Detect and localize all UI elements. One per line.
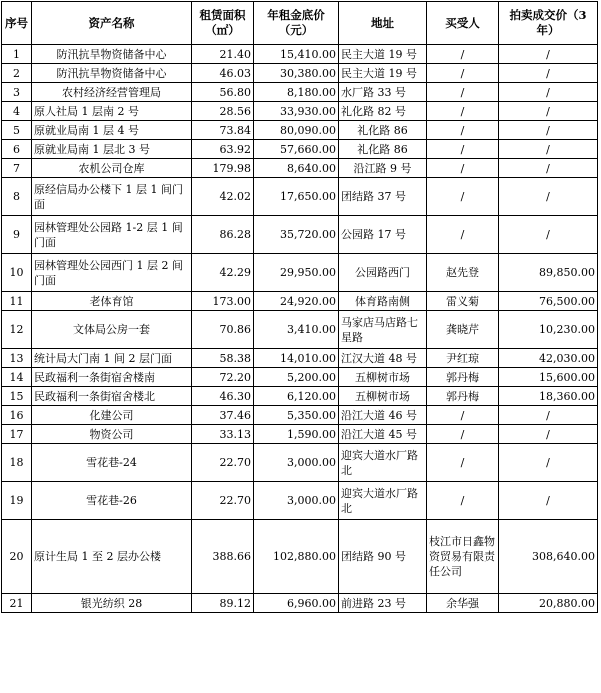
cell-buyer: / [427,178,499,216]
table-row [2,368,598,387]
cell-buyer: / [427,159,499,178]
cell-address: 五柳树市场 [339,387,427,406]
cell-address: 迎宾大道水厂路北 [339,444,427,482]
cell-index: 4 [2,102,32,121]
cell-deal-price: / [499,178,598,216]
cell-asset-name: 雪花巷-24 [32,444,192,482]
cell-buyer: / [427,406,499,425]
table-row [2,102,598,121]
table-row [2,444,598,482]
header-buyer: 买受人 [427,2,499,45]
cell-index: 3 [2,83,32,102]
cell-area: 179.98 [192,159,254,178]
cell-address: 民主大道 19 号 [339,45,427,64]
cell-buyer: 龚晓芹 [427,311,499,349]
table-row [2,594,598,613]
cell-index: 2 [2,64,32,83]
cell-index: 9 [2,216,32,254]
cell-address: 礼化路 82 号 [339,102,427,121]
cell-index: 7 [2,159,32,178]
cell-annual-rent: 5,350.00 [254,406,339,425]
cell-annual-rent: 3,000.00 [254,444,339,482]
table-row [2,387,598,406]
cell-area: 58.38 [192,349,254,368]
asset-lease-table [1,1,598,613]
cell-asset-name: 原经信局办公楼下 1 层 1 间门面 [32,178,192,216]
cell-deal-price: / [499,64,598,83]
cell-annual-rent: 1,590.00 [254,425,339,444]
cell-address: 礼化路 86 [339,140,427,159]
cell-area: 46.03 [192,64,254,83]
cell-index: 1 [2,45,32,64]
cell-area: 37.46 [192,406,254,425]
cell-area: 70.86 [192,311,254,349]
cell-asset-name: 民政福利一条街宿舍楼南 [32,368,192,387]
cell-deal-price: 42,030.00 [499,349,598,368]
cell-buyer: / [427,425,499,444]
table-row [2,121,598,140]
cell-annual-rent: 3,000.00 [254,482,339,520]
cell-address: 马家店马店路七星路 [339,311,427,349]
cell-area: 22.70 [192,444,254,482]
cell-asset-name: 化建公司 [32,406,192,425]
cell-index: 19 [2,482,32,520]
table-row [2,349,598,368]
cell-asset-name: 农村经济经营管理局 [32,83,192,102]
cell-buyer: / [427,83,499,102]
cell-asset-name: 民政福利一条街宿舍楼北 [32,387,192,406]
cell-asset-name: 统计局大门南 1 间 2 层门面 [32,349,192,368]
header-deal-price: 拍卖成交价（3年） [499,2,598,45]
cell-annual-rent: 17,650.00 [254,178,339,216]
cell-index: 13 [2,349,32,368]
cell-annual-rent: 6,960.00 [254,594,339,613]
cell-deal-price: / [499,159,598,178]
cell-address: 公园路西门 [339,254,427,292]
cell-annual-rent: 80,090.00 [254,121,339,140]
cell-asset-name: 物资公司 [32,425,192,444]
cell-asset-name: 防汛抗旱物资储备中心 [32,64,192,83]
cell-buyer: / [427,102,499,121]
cell-deal-price: 15,600.00 [499,368,598,387]
cell-asset-name: 原计生局 1 至 2 层办公楼 [32,520,192,594]
cell-area: 56.80 [192,83,254,102]
cell-deal-price: / [499,140,598,159]
cell-deal-price: 18,360.00 [499,387,598,406]
cell-area: 72.20 [192,368,254,387]
cell-deal-price: / [499,45,598,64]
table-row [2,406,598,425]
cell-area: 33.13 [192,425,254,444]
cell-deal-price: 89,850.00 [499,254,598,292]
cell-annual-rent: 102,880.00 [254,520,339,594]
table-row [2,292,598,311]
cell-address: 沿江路 9 号 [339,159,427,178]
cell-index: 15 [2,387,32,406]
cell-area: 89.12 [192,594,254,613]
table-row [2,83,598,102]
cell-index: 20 [2,520,32,594]
cell-address: 礼化路 86 [339,121,427,140]
cell-area: 21.40 [192,45,254,64]
cell-address: 体育路南侧 [339,292,427,311]
cell-buyer: / [427,444,499,482]
cell-annual-rent: 14,010.00 [254,349,339,368]
table-row [2,216,598,254]
cell-buyer: 尹红琼 [427,349,499,368]
cell-buyer: / [427,121,499,140]
table-row [2,520,598,594]
cell-index: 17 [2,425,32,444]
cell-area: 42.02 [192,178,254,216]
cell-index: 18 [2,444,32,482]
cell-deal-price: 10,230.00 [499,311,598,349]
cell-deal-price: / [499,216,598,254]
cell-index: 10 [2,254,32,292]
cell-address: 前进路 23 号 [339,594,427,613]
cell-annual-rent: 24,920.00 [254,292,339,311]
cell-area: 63.92 [192,140,254,159]
cell-index: 6 [2,140,32,159]
table-row [2,178,598,216]
cell-buyer: 余华强 [427,594,499,613]
table-row [2,64,598,83]
header-row [2,2,598,45]
cell-deal-price: / [499,406,598,425]
table-row [2,140,598,159]
cell-address: 沿江大道 46 号 [339,406,427,425]
cell-annual-rent: 30,380.00 [254,64,339,83]
cell-index: 12 [2,311,32,349]
cell-annual-rent: 29,950.00 [254,254,339,292]
cell-buyer: / [427,482,499,520]
header-address: 地址 [339,2,427,45]
cell-asset-name: 防汛抗旱物资储备中心 [32,45,192,64]
header-index: 序号 [2,2,32,45]
cell-asset-name: 农机公司仓库 [32,159,192,178]
cell-area: 22.70 [192,482,254,520]
cell-buyer: / [427,140,499,159]
table-row [2,159,598,178]
cell-deal-price: 20,880.00 [499,594,598,613]
cell-buyer: 郭丹梅 [427,387,499,406]
cell-area: 73.84 [192,121,254,140]
cell-asset-name: 原人社局 1 层南 2 号 [32,102,192,121]
cell-asset-name: 园林管理处公园路 1-2 层 1 间门面 [32,216,192,254]
table-row [2,311,598,349]
cell-annual-rent: 15,410.00 [254,45,339,64]
cell-asset-name: 原就业局南 1 层北 3 号 [32,140,192,159]
table-row [2,425,598,444]
cell-deal-price: / [499,121,598,140]
cell-buyer: 枝江市日鑫物资贸易有限责任公司 [427,520,499,594]
cell-annual-rent: 5,200.00 [254,368,339,387]
cell-area: 28.56 [192,102,254,121]
table-row [2,482,598,520]
cell-deal-price: / [499,482,598,520]
cell-area: 42.29 [192,254,254,292]
cell-index: 11 [2,292,32,311]
cell-address: 水厂路 33 号 [339,83,427,102]
cell-annual-rent: 3,410.00 [254,311,339,349]
cell-buyer: / [427,64,499,83]
cell-buyer: 雷义菊 [427,292,499,311]
header-annual-rent: 年租金底价（元） [254,2,339,45]
cell-annual-rent: 33,930.00 [254,102,339,121]
cell-address: 江汉大道 48 号 [339,349,427,368]
cell-address: 五柳树市场 [339,368,427,387]
cell-deal-price: / [499,83,598,102]
cell-buyer: 郭丹梅 [427,368,499,387]
cell-asset-name: 原就业局南 1 层 4 号 [32,121,192,140]
cell-annual-rent: 6,120.00 [254,387,339,406]
cell-address: 民主大道 19 号 [339,64,427,83]
cell-address: 迎宾大道水厂路北 [339,482,427,520]
header-asset-name: 资产名称 [32,2,192,45]
cell-annual-rent: 35,720.00 [254,216,339,254]
cell-area: 173.00 [192,292,254,311]
cell-asset-name: 文体局公房一套 [32,311,192,349]
cell-asset-name: 雪花巷-26 [32,482,192,520]
cell-index: 21 [2,594,32,613]
cell-deal-price: / [499,444,598,482]
cell-index: 5 [2,121,32,140]
cell-index: 8 [2,178,32,216]
cell-buyer: / [427,216,499,254]
cell-deal-price: 76,500.00 [499,292,598,311]
table-row [2,45,598,64]
cell-address: 团结路 90 号 [339,520,427,594]
cell-area: 388.66 [192,520,254,594]
cell-deal-price: / [499,102,598,121]
cell-annual-rent: 8,180.00 [254,83,339,102]
cell-annual-rent: 8,640.00 [254,159,339,178]
cell-buyer: 赵先登 [427,254,499,292]
cell-address: 团结路 37 号 [339,178,427,216]
cell-index: 14 [2,368,32,387]
cell-asset-name: 老体育馆 [32,292,192,311]
cell-area: 46.30 [192,387,254,406]
cell-annual-rent: 57,660.00 [254,140,339,159]
cell-address: 公园路 17 号 [339,216,427,254]
table-row [2,254,598,292]
cell-deal-price: / [499,425,598,444]
cell-index: 16 [2,406,32,425]
cell-deal-price: 308,640.00 [499,520,598,594]
cell-address: 沿江大道 45 号 [339,425,427,444]
cell-area: 86.28 [192,216,254,254]
header-area: 租赁面积（㎡） [192,2,254,45]
cell-buyer: / [427,45,499,64]
cell-asset-name: 园林管理处公园西门 1 层 2 间门面 [32,254,192,292]
cell-asset-name: 银光纺织 28 [32,594,192,613]
